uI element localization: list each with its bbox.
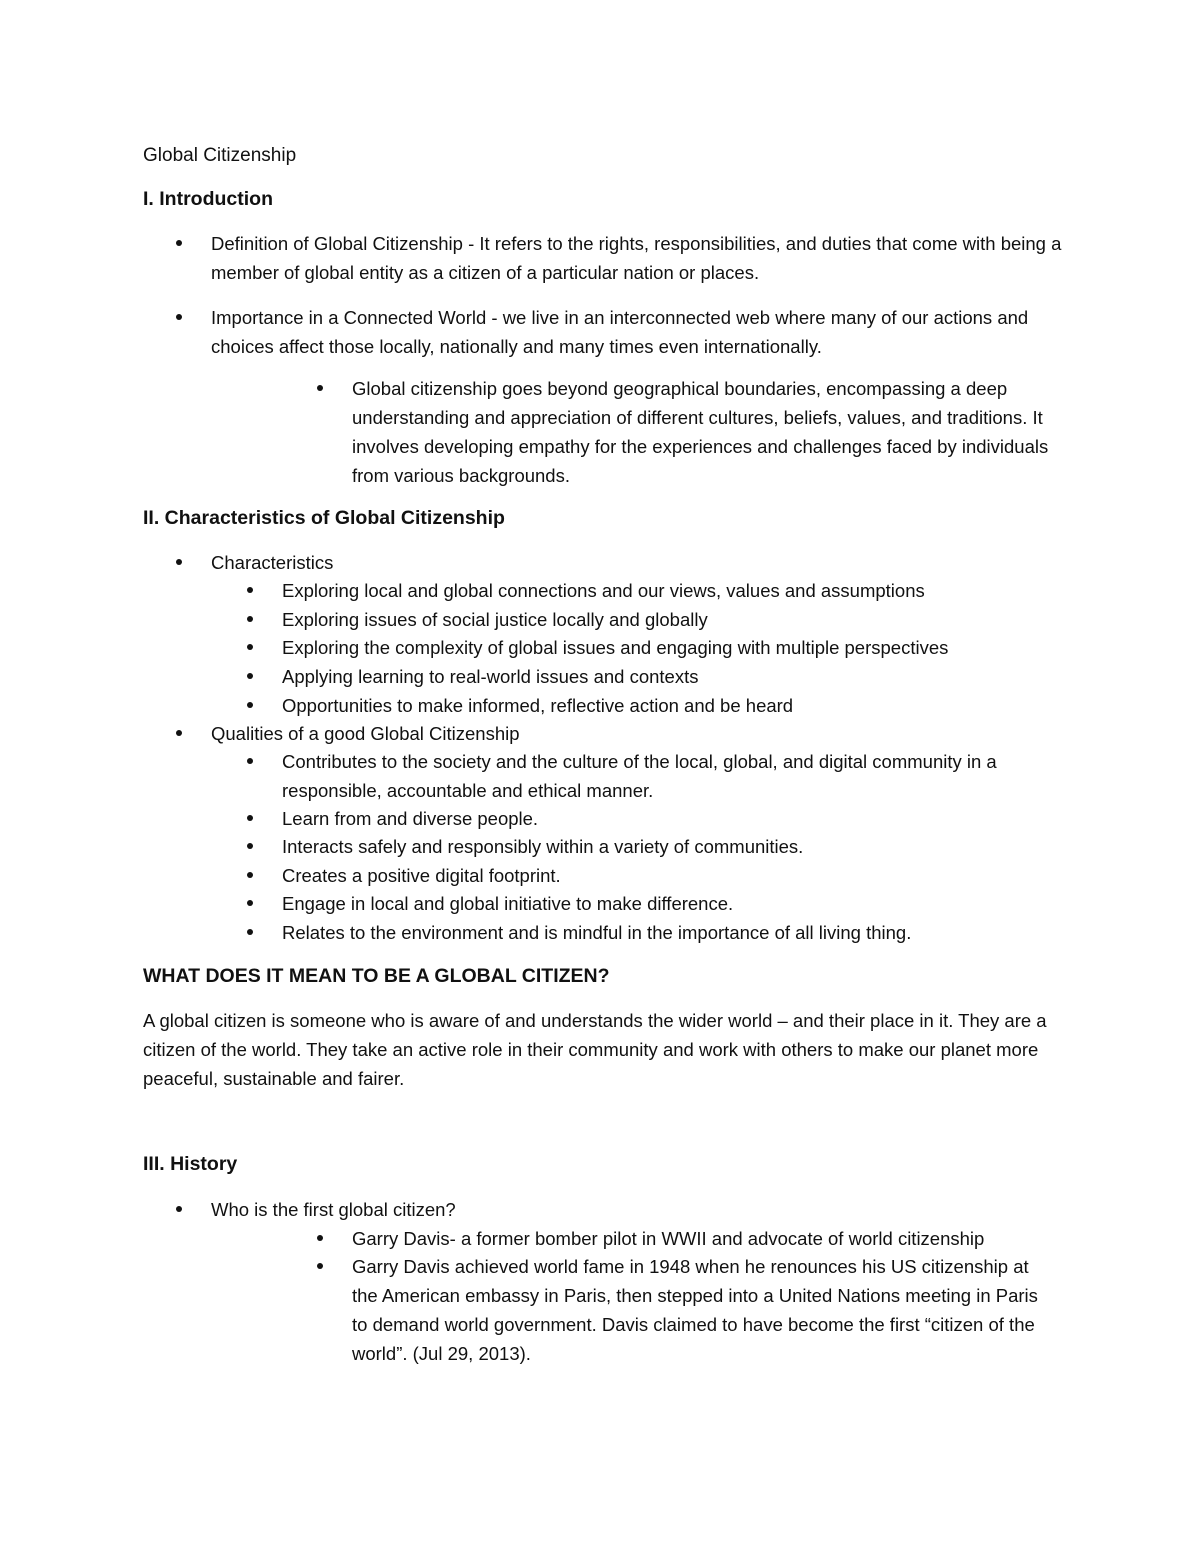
- list-item-text: Garry Davis achieved world fame in 1948 when he renounces his US citizenship at the American embassy in Paris, then stepped into a United Nations meeting in Paris to demand world government. Davis claimed to have become the first “citizen of the world”. (Jul 29, 2013).: [352, 1256, 1038, 1364]
- list-item-text: Garry Davis- a former bomber pilot in WWII and advocate of world citizenship: [352, 1228, 985, 1249]
- list-item: [282, 804, 1072, 833]
- document-title: Global Citizenship: [143, 145, 297, 166]
- bullet-icon: [247, 616, 253, 622]
- list-item-text: Who is the first global citizen?: [211, 1199, 456, 1220]
- list-item: [282, 633, 1072, 662]
- list-item: [282, 691, 1072, 720]
- list-item-text: Creates a positive digital footprint.: [282, 865, 561, 886]
- heading-introduction: I. Introduction: [143, 188, 273, 210]
- list-item-text: Learn from and diverse people.: [282, 808, 539, 829]
- list-item-text: Characteristics: [211, 552, 334, 573]
- bullet-icon: [247, 673, 253, 679]
- list-item: [282, 918, 1072, 947]
- list-item: [282, 605, 1072, 634]
- list-item: [282, 861, 1072, 890]
- bullet-icon: [247, 815, 253, 821]
- bullet-icon: [176, 730, 182, 736]
- list-item: [282, 747, 1072, 805]
- heading-what-does-it-mean: WHAT DOES IT MEAN TO BE A GLOBAL CITIZEN?: [143, 965, 610, 987]
- list-item: [282, 662, 1072, 691]
- heading-history: III. History: [143, 1153, 238, 1175]
- bullet-icon: [176, 559, 182, 565]
- list-item-text: Interacts safely and responsibly within a variety of communities.: [282, 836, 804, 857]
- bullet-icon: [176, 240, 182, 246]
- list-item: [352, 1224, 1052, 1253]
- heading-characteristics: II. Characteristics of Global Citizenship: [143, 507, 505, 529]
- bullet-icon: [317, 1263, 323, 1269]
- list-item-text: Exploring local and global connections and our views, values and assumptions: [282, 580, 925, 601]
- list-item-text: Engage in local and global initiative to make difference.: [282, 893, 734, 914]
- bullet-icon: [176, 314, 182, 320]
- list-item: [211, 229, 1071, 287]
- list-item-text: Contributes to the society and the culture of the local, global, and digital community in a responsible, accountable and ethical manner.: [282, 751, 997, 801]
- list-item: [352, 1252, 1052, 1368]
- list-item-text: Applying learning to real-world issues and contexts: [282, 666, 699, 687]
- bullet-icon: [317, 1235, 323, 1241]
- list-item-text: Definition of Global Citizenship - It refers to the rights, responsibilities, and duties that come with being a member of global entity as a citizen of a particular nation or places.: [211, 233, 1062, 283]
- bullet-icon: [247, 758, 253, 764]
- bullet-icon: [247, 929, 253, 935]
- list-item: [211, 719, 1071, 748]
- bullet-icon: [247, 843, 253, 849]
- list-item-text: Importance in a Connected World - we live in an interconnected web where many of our actions and choices affect those locally, nationally and many times even internationally.: [211, 307, 1029, 357]
- list-item-text: Opportunities to make informed, reflective action and be heard: [282, 695, 794, 716]
- meaning-paragraph: A global citizen is someone who is aware of and understands the wider world – and their place in it. They are a citizen of the world. They take an active role in their community and work with others to make our planet more peaceful, sustainable and fairer.: [143, 1010, 1047, 1089]
- bullet-icon: [176, 1206, 182, 1212]
- list-item-text: Relates to the environment and is mindful in the importance of all living thing.: [282, 922, 912, 943]
- list-item: [211, 303, 1071, 361]
- list-item: [211, 1195, 1071, 1224]
- list-item-text: Exploring the complexity of global issues and engaging with multiple perspectives: [282, 637, 949, 658]
- list-item-text: Global citizenship goes beyond geographical boundaries, encompassing a deep understanding and appreciation of different cultures, beliefs, values, and traditions. It involves developing empathy for the experiences and challenges faced by individuals from various backgrounds.: [352, 378, 1049, 486]
- list-item: [282, 832, 1072, 861]
- list-item: [282, 889, 1072, 918]
- bullet-icon: [247, 900, 253, 906]
- bullet-icon: [247, 702, 253, 708]
- list-item: [282, 576, 1072, 605]
- list-item-text: Qualities of a good Global Citizenship: [211, 723, 520, 744]
- bullet-icon: [317, 385, 323, 391]
- list-item-text: Exploring issues of social justice locally and globally: [282, 609, 708, 630]
- list-item: [352, 374, 1052, 490]
- list-item: [211, 548, 1071, 577]
- bullet-icon: [247, 872, 253, 878]
- bullet-icon: [247, 644, 253, 650]
- bullet-icon: [247, 587, 253, 593]
